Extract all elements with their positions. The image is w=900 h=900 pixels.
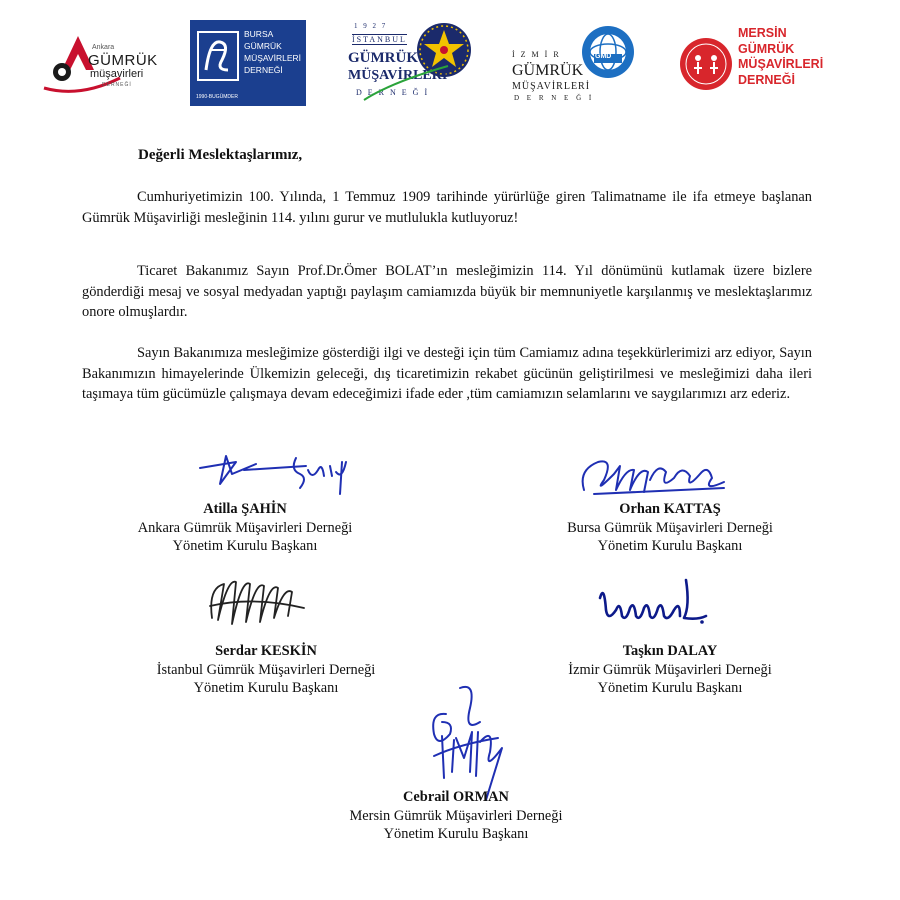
izmir-logo-city: İ Z M İ R [512, 50, 561, 59]
signatory-name: Atilla ŞAHİN [203, 501, 287, 517]
bursa-logo-dernegi: DERNEĞİ [244, 65, 283, 75]
signatory-block-orhan-kattas [520, 500, 820, 556]
bursa-emblem-icon [196, 30, 240, 82]
letter-paragraph-3: Sayın Bakanımıza mesleğimize gösterdiği ilgi ve desteği için tüm Camiamız adına teşekkürlerimizi arz ediyor, Sayın Bakanımızın himayelerinde Ülkemizin geleceği, dış ticaretimizin rekabet gücünün geliştirilmesi ve mesleğimizi daha ileri taşımaya tüm gücümüzle çalışmaya devam edeceğimizi ifade eder ,tüm camiamızın selamlarını ve saygılarımızı arz ederiz. [82, 345, 812, 402]
ankara-logo-musavirleri: müşavirleri [90, 68, 144, 80]
signatory-name: Serdar KESKİN [215, 643, 317, 659]
izmir-association-logo [508, 24, 638, 104]
signatory-title: Yönetim Kurulu Başkanı [597, 538, 743, 554]
mersin-logo-dernegi: DERNEĞİ [738, 72, 795, 87]
signatory-block-serdar-keskin [116, 642, 416, 698]
mersin-logo-city: MERSİN [738, 26, 787, 40]
signatory-organization: Bursa Gümrük Müşavirleri Derneği [567, 519, 773, 536]
signatory-organization: Mersin Gümrük Müşavirleri Derneği [349, 807, 563, 824]
bursa-association-logo [190, 20, 306, 106]
bursa-logo-footer: 1990-BUGÜMDER [196, 94, 238, 100]
signature-serdar-keskin-icon [204, 568, 314, 638]
signature-taskin-dalay-icon [594, 576, 714, 632]
signatory-block-cebrail-orman [296, 788, 616, 844]
letter-paragraph-1: Cumhuriyetimizin 100. Yılında, 1 Temmuz 1909 tarihinde yürürlüğe giren Talimatname ile ifa etmeye başlanan Gümrük Müşavirliği mesleğinin 114. yılını gurur ve mutlulukla kutluyoruz! [82, 189, 812, 226]
signature-orhan-kattas-icon [574, 450, 734, 502]
bursa-logo-city: BURSA [244, 29, 274, 39]
ankara-logo-city: Ankara [92, 44, 115, 51]
signature-cebrail-orman-icon [420, 682, 530, 802]
istanbul-logo-year: 1 9 2 7 [354, 22, 388, 30]
mersin-logo-musavirleri: MÜŞAVİRLERİ [738, 57, 824, 71]
istanbul-logo-musavirleri: MÜŞAVİRLERİ [348, 68, 448, 83]
mersin-seal-emblem-icon [678, 20, 734, 108]
signatory-title: Yönetim Kurulu Başkanı [172, 538, 318, 554]
mersin-association-logo [678, 20, 824, 110]
signatory-title: Yönetim Kurulu Başkanı [193, 680, 339, 696]
izmir-globe-emblem-icon [580, 24, 636, 80]
signatory-name: Taşkın DALAY [622, 643, 718, 659]
istanbul-logo-gumruk: GÜMRÜK [348, 50, 418, 66]
bursa-logo-gumruk: GÜMRÜK [244, 41, 282, 51]
signatory-organization: Ankara Gümrük Müşavirleri Derneği [137, 519, 353, 536]
ankara-logo-gumruk: GÜMRÜK [88, 52, 158, 69]
signatory-organization: İstanbul Gümrük Müşavirleri Derneği [156, 661, 376, 678]
izmir-logo-gumruk: GÜMRÜK [512, 62, 584, 79]
signatory-title: Yönetim Kurulu Başkanı [383, 826, 529, 842]
letter-paragraph-2: Ticaret Bakanımız Sayın Prof.Dr.Ömer BOLAT’ın mesleğimizin 114. Yıl dönümünü kutlamak üzere bizlere gönderdiği mesaj ve sosyal medyadan yaptığı paylaşım camiamızda büyük bir memnuniyetle karşılanmış ve meslektaşlarımız onore olmuşlardır. [82, 263, 812, 320]
ankara-association-logo [40, 28, 160, 100]
signature-atilla-sahin-icon [196, 444, 356, 500]
izmir-logo-dernegi: D E R N E Ğ İ [514, 94, 595, 102]
bursa-logo-musavirleri: MÜŞAVİRLERİ [244, 53, 301, 63]
letter-greeting: Değerli Meslektaşlarımız, [138, 147, 303, 163]
istanbul-logo-city: İSTANBUL [352, 35, 407, 44]
signatory-name: Orhan KATTAŞ [619, 501, 721, 517]
signatory-block-taskin-dalay [520, 642, 820, 698]
izmir-logo-musavirleri: MÜŞAVİRLERİ [512, 81, 591, 92]
mersin-logo-gumruk: GÜMRÜK [738, 41, 795, 56]
istanbul-green-swoosh-icon [362, 62, 452, 102]
istanbul-association-logo [348, 20, 476, 104]
signatory-name: Cebrail ORMAN [403, 789, 509, 805]
ankara-logo-dernegi: DERNEĞİ [102, 82, 132, 88]
signatory-block-atilla-sahin [100, 500, 390, 556]
istanbul-logo-dernegi: D E R N E Ğ İ [356, 88, 430, 97]
signatory-organization: İzmir Gümrük Müşavirleri Derneği [568, 661, 772, 678]
signatory-title: Yönetim Kurulu Başkanı [597, 680, 743, 696]
izmir-logo-badge: GMD [595, 53, 612, 60]
